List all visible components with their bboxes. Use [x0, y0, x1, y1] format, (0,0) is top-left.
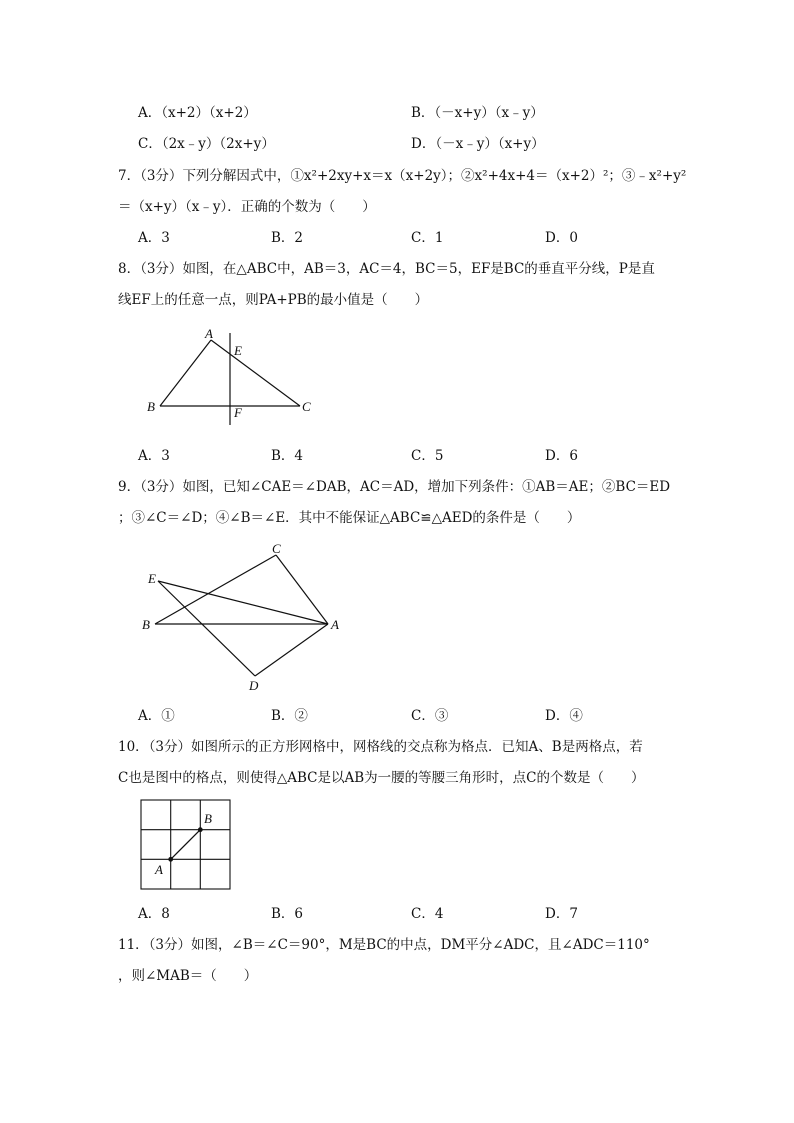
q6-option-a[interactable]: A．（x+2）（x+2）	[138, 105, 257, 121]
q8-segment-ab	[160, 340, 211, 406]
q10-point-b	[198, 827, 203, 832]
q9-label-d: D	[249, 678, 259, 693]
q9-stem-line2: ；③∠C＝∠D；④∠B＝∠E．其中不能保证△ABC≌△AED的条件是（ ）	[118, 510, 581, 526]
q7-item2: ②x²+4x+4＝（x+2）²	[461, 168, 609, 184]
q10-label-a: A	[155, 862, 163, 877]
q9-segment-bc	[155, 555, 276, 624]
q10-point-a	[168, 857, 173, 862]
q6-option-b[interactable]: B．（－x+y）（x﹣y）	[411, 105, 544, 121]
q8-option-d[interactable]: D．6	[545, 448, 578, 464]
q8-label-c: C	[302, 399, 311, 414]
q9-stem-line1: 9．（3分）如图，已知∠CAE＝∠DAB，AC＝AD，增加下列条件：①AB＝AE；②BC＝ED	[118, 479, 671, 495]
q8-option-c[interactable]: C．5	[411, 448, 444, 464]
q9-option-c[interactable]: C．③	[411, 708, 449, 724]
q7-item3: ③﹣x²+y²	[621, 168, 687, 184]
q10-option-a[interactable]: A．8	[138, 906, 170, 922]
q9-option-a[interactable]: A．①	[138, 708, 175, 724]
q10-segment-ab	[171, 830, 201, 860]
q8-label-f: F	[234, 405, 242, 420]
q11-stem-line2: ，则∠MAB＝（ ）	[118, 968, 258, 984]
q10-grid-figure	[138, 797, 234, 893]
q7-score: （3分）	[140, 168, 183, 184]
q9-label-b: B	[142, 617, 150, 632]
q7-option-a[interactable]: A．3	[138, 230, 170, 246]
q9-option-b[interactable]: B．②	[271, 708, 308, 724]
q10-stem-line2: C也是图中的格点，则使得△ABC是以AB为一腰的等腰三角形时，点C的个数是（ ）	[118, 770, 645, 786]
q6-option-c[interactable]: C．（2x﹣y）（2x+y）	[138, 136, 275, 152]
q7-option-d[interactable]: D．0	[545, 230, 578, 246]
q8-stem-line1: 8．（3分）如图，在△ABC中，AB＝3，AC＝4，BC＝5，EF是BC的垂直平分线，P是直	[118, 261, 655, 277]
q8-option-b[interactable]: B．4	[271, 448, 304, 464]
q7-option-c[interactable]: C．1	[411, 230, 444, 246]
q6-option-d[interactable]: D．（－x﹣y）（x+y）	[411, 136, 545, 152]
q9-label-a: A	[331, 617, 339, 632]
q8-option-a[interactable]: A．3	[138, 448, 170, 464]
q10-option-d[interactable]: D．7	[545, 906, 578, 922]
q10-option-b[interactable]: B．6	[271, 906, 304, 922]
q9-figure	[140, 538, 350, 693]
q10-option-c[interactable]: C．4	[411, 906, 444, 922]
q9-segment-ca	[276, 555, 328, 624]
q8-segment-ac	[211, 340, 300, 406]
q7-stem-line2: ＝（x+y）（x﹣y）．正确的个数为（ ）	[118, 199, 376, 215]
q10-label-b: B	[204, 811, 212, 826]
q9-segment-ea	[158, 581, 328, 624]
q9-label-e: E	[148, 571, 156, 586]
q8-triangle-figure	[140, 325, 330, 430]
q7-stem-line1: 7．（3分）下列分解因式中，①x²+2xy+x＝x（x+2y）；②x²+4x+4＝（x+2）²；③﹣x²+y²	[118, 168, 687, 184]
q8-label-a: A	[205, 326, 213, 341]
q9-label-c: C	[272, 541, 281, 556]
q8-stem-line2: 线EF上的任意一点，则PA+PB的最小值是（ ）	[118, 292, 429, 308]
q7-number: 7．	[118, 168, 141, 184]
q9-segment-da	[255, 624, 328, 676]
q9-option-d[interactable]: D．④	[545, 708, 583, 724]
q7-option-b[interactable]: B．2	[271, 230, 304, 246]
q8-label-e: E	[234, 343, 242, 358]
q10-stem-line1: 10．（3分）如图所示的正方形网格中，网格线的交点称为格点．已知A、B是两格点，若	[118, 739, 643, 755]
q11-stem-line1: 11．（3分）如图，∠B＝∠C＝90°，M是BC的中点，DM平分∠ADC，且∠ADC＝110°	[118, 937, 650, 953]
q7-item1: ①x²+2xy+x＝x（x+2y）	[290, 168, 448, 184]
q8-label-b: B	[147, 399, 155, 414]
